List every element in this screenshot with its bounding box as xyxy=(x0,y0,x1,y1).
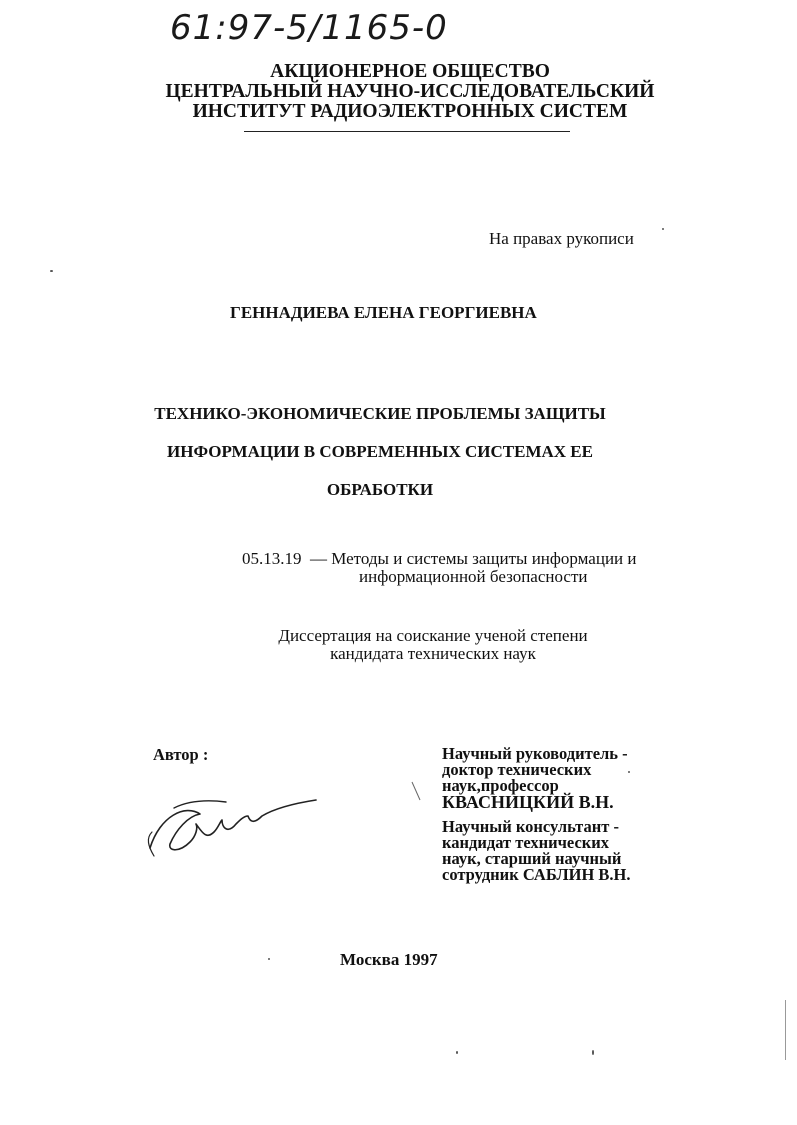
specialty-description xyxy=(310,550,637,586)
consultant-line-1: Научный консультант - xyxy=(442,817,619,836)
scan-speck xyxy=(662,228,664,230)
organization-line-1: АКЦИОНЕРНОЕ ОБЩЕСТВО xyxy=(270,61,550,82)
header-divider xyxy=(244,131,570,132)
title-line-1: ТЕХНИКО-ЭКОНОМИЧЕСКИЕ ПРОБЛЕМЫ ЗАЩИТЫ xyxy=(154,404,606,423)
scan-stroke xyxy=(410,780,422,802)
scan-speck xyxy=(628,771,630,773)
consultant-line-4: сотрудник САБЛИН В.Н. xyxy=(442,865,631,884)
organization-header xyxy=(150,62,670,122)
title-line-2: ИНФОРМАЦИИ В СОВРЕМЕННЫХ СИСТЕМАХ ЕЕ xyxy=(167,442,593,461)
organization-line-3: ИНСТИТУТ РАДИОЭЛЕКТРОННЫХ СИСТЕМ xyxy=(192,101,628,122)
dissertation-title xyxy=(120,404,640,518)
manuscript-note: На правах рукописи xyxy=(489,229,634,248)
specialty-block xyxy=(242,550,637,586)
scientific-consultant xyxy=(442,819,631,883)
supervisor-line-2: доктор технических xyxy=(442,760,592,779)
organization-line-2: ЦЕНТРАЛЬНЫЙ НАУЧНО-ИССЛЕДОВАТЕЛЬСКИЙ xyxy=(165,81,655,102)
scan-speck xyxy=(456,1051,458,1054)
author-name: ГЕННАДИЕВА ЕЛЕНА ГЕОРГИЕВНА xyxy=(230,303,537,322)
title-line-3: ОБРАБОТКИ xyxy=(326,480,434,499)
scan-speck xyxy=(268,958,270,960)
scientific-supervisor xyxy=(442,746,628,810)
supervisor-line-4: КВАСНИЦКИЙ В.Н. xyxy=(442,792,614,812)
thesis-line-2: кандидата технических наук xyxy=(330,644,536,663)
author-label: Автор : xyxy=(153,745,209,764)
scan-speck xyxy=(50,270,53,272)
specialty-code: 05.13.19 xyxy=(242,549,302,568)
specialty-line-1: — Методы и системы защиты информации и xyxy=(310,549,637,568)
supervisor-line-3: наук,профессор xyxy=(442,776,559,795)
author-signature xyxy=(140,786,330,866)
scan-edge-line xyxy=(785,1000,786,1060)
supervisor-line-1: Научный руководитель - xyxy=(442,744,628,763)
consultant-line-2: кандидат технических xyxy=(442,833,610,852)
thesis-line-1: Диссертация на соискание ученой степени xyxy=(278,626,588,645)
thesis-degree xyxy=(268,627,598,663)
archive-code-handwritten: 61:97-5/1165-0 xyxy=(170,8,448,48)
city-year: Москва 1997 xyxy=(340,950,438,969)
consultant-line-3: наук, старший научный xyxy=(442,849,622,868)
scan-speck xyxy=(592,1050,594,1055)
specialty-line-2: информационной безопасности xyxy=(359,567,588,586)
